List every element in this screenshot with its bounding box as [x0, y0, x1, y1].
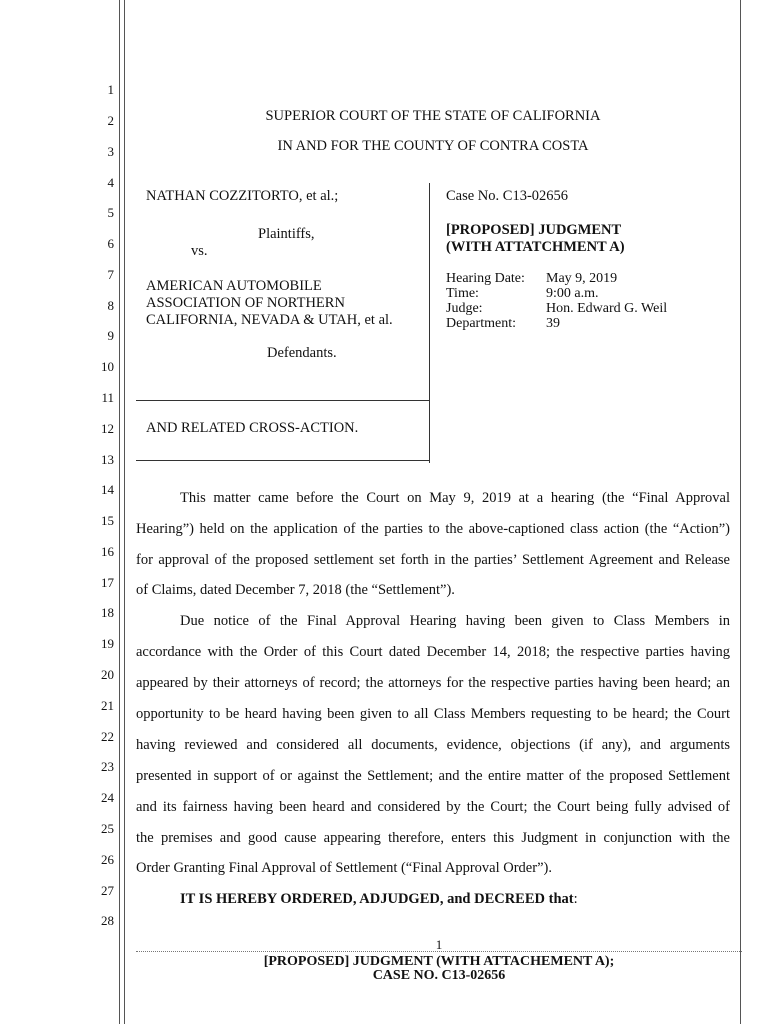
line-number: 10 — [101, 359, 114, 374]
line-number: 21 — [101, 698, 114, 713]
hearing-date-label: Hearing Date: — [446, 271, 525, 286]
line-number: 14 — [101, 482, 114, 497]
footer-case-number: CASE NO. C13-02656 — [372, 968, 506, 983]
caption-divider-vertical — [429, 183, 430, 463]
left-margin-rule — [119, 0, 120, 1024]
line-number: 12 — [101, 421, 114, 436]
body-line: opportunity to be heard having been given to all Class Members requesting to be heard; the Court — [136, 706, 730, 722]
defendant-name-line: ASSOCIATION OF NORTHERN — [146, 295, 345, 311]
judge-label: Judge: — [446, 301, 483, 316]
line-number: 2 — [107, 113, 114, 128]
document-subtitle: (WITH ATTATCHMENT A) — [446, 239, 625, 255]
ordered-colon: : — [573, 891, 578, 907]
line-number: 5 — [107, 205, 114, 220]
judge-value: Hon. Edward G. Weil — [546, 301, 668, 316]
line-number: 19 — [101, 636, 114, 651]
line-number: 3 — [107, 144, 114, 159]
body-line: Order Granting Final Approval of Settlement (“Final Approval Order”). — [136, 860, 552, 876]
line-number: 9 — [107, 328, 114, 343]
page-number: 1 — [435, 937, 443, 952]
line-number: 13 — [101, 452, 114, 467]
plaintiff-name: NATHAN COZZITORTO, et al.; — [146, 188, 339, 204]
ordered-text: IT IS HEREBY ORDERED, ADJUDGED, and DECREED that — [180, 891, 574, 907]
document-title: [PROPOSED] JUDGMENT — [446, 222, 622, 238]
body-line: having reviewed and considered all documents, evidence, objections (if any), and arguments — [136, 737, 730, 753]
line-number: 16 — [101, 544, 114, 559]
plaintiffs-label: Plaintiffs, — [258, 226, 315, 242]
line-number: 6 — [107, 236, 114, 251]
body-line: Hearing”) held on the application of the parties to the above-captioned class action (the “Action”) — [136, 521, 730, 537]
footer-rule — [136, 951, 742, 952]
caption-divider — [136, 400, 429, 401]
left-margin-rule-inner — [124, 0, 125, 1024]
caption-bottom-rule — [136, 460, 429, 461]
time-value: 9:00 a.m. — [546, 286, 599, 301]
line-number: 24 — [101, 790, 114, 805]
line-number: 11 — [101, 390, 114, 405]
time-label: Time: — [446, 286, 479, 301]
case-number: Case No. C13-02656 — [446, 188, 569, 204]
line-number: 15 — [101, 513, 114, 528]
body-line: and its fairness having been heard and considered by the Court; the Court being fully advised of — [136, 799, 730, 815]
versus-label: vs. — [191, 243, 208, 259]
related-action: AND RELATED CROSS-ACTION. — [146, 420, 359, 436]
line-number: 22 — [101, 729, 114, 744]
body-line: accordance with the Order of this Court dated December 14, 2018; the respective parties having — [136, 644, 730, 660]
department-value: 39 — [546, 316, 560, 331]
body-line: presented in support of or against the Settlement; and the entire matter of the proposed Settlement — [136, 768, 730, 784]
defendant-name-line: AMERICAN AUTOMOBILE — [146, 278, 322, 294]
line-number: 18 — [101, 605, 114, 620]
line-number: 26 — [101, 852, 114, 867]
line-number: 7 — [107, 267, 114, 282]
right-margin-rule — [740, 0, 741, 1024]
body-line: of Claims, dated December 7, 2018 (the “Settlement”). — [136, 582, 455, 598]
body-line: for approval of the proposed settlement set forth in the parties’ Settlement Agreement and Release — [136, 552, 730, 568]
hearing-date-value: May 9, 2019 — [546, 271, 618, 286]
defendant-name-line: CALIFORNIA, NEVADA & UTAH, et al. — [146, 312, 393, 328]
line-number: 4 — [107, 175, 114, 190]
body-line: the premises and good cause appearing therefore, enters this Judgment in conjunction with the — [136, 830, 730, 846]
body-line: This matter came before the Court on May 9, 2019 at a hearing (the “Final Approval — [180, 490, 730, 506]
line-number: 8 — [107, 298, 114, 313]
line-number: 23 — [101, 759, 114, 774]
line-number: 28 — [101, 913, 114, 928]
ordered-clause — [180, 891, 578, 908]
line-number: 27 — [101, 883, 114, 898]
line-number: 20 — [101, 667, 114, 682]
department-label: Department: — [446, 316, 516, 331]
court-name: SUPERIOR COURT OF THE STATE OF CALIFORNIA — [265, 108, 601, 124]
line-number: 1 — [107, 82, 114, 97]
court-county: IN AND FOR THE COUNTY OF CONTRA COSTA — [277, 138, 589, 154]
defendants-label: Defendants. — [267, 345, 337, 361]
body-line: Due notice of the Final Approval Hearing having been given to Class Members in — [180, 613, 730, 629]
line-number: 17 — [101, 575, 114, 590]
line-number: 25 — [101, 821, 114, 836]
body-line: appeared by their attorneys of record; the attorneys for the respective parties having been heard; an — [136, 675, 730, 691]
footer-title: [PROPOSED] JUDGMENT (WITH ATTACHEMENT A); — [263, 954, 615, 969]
